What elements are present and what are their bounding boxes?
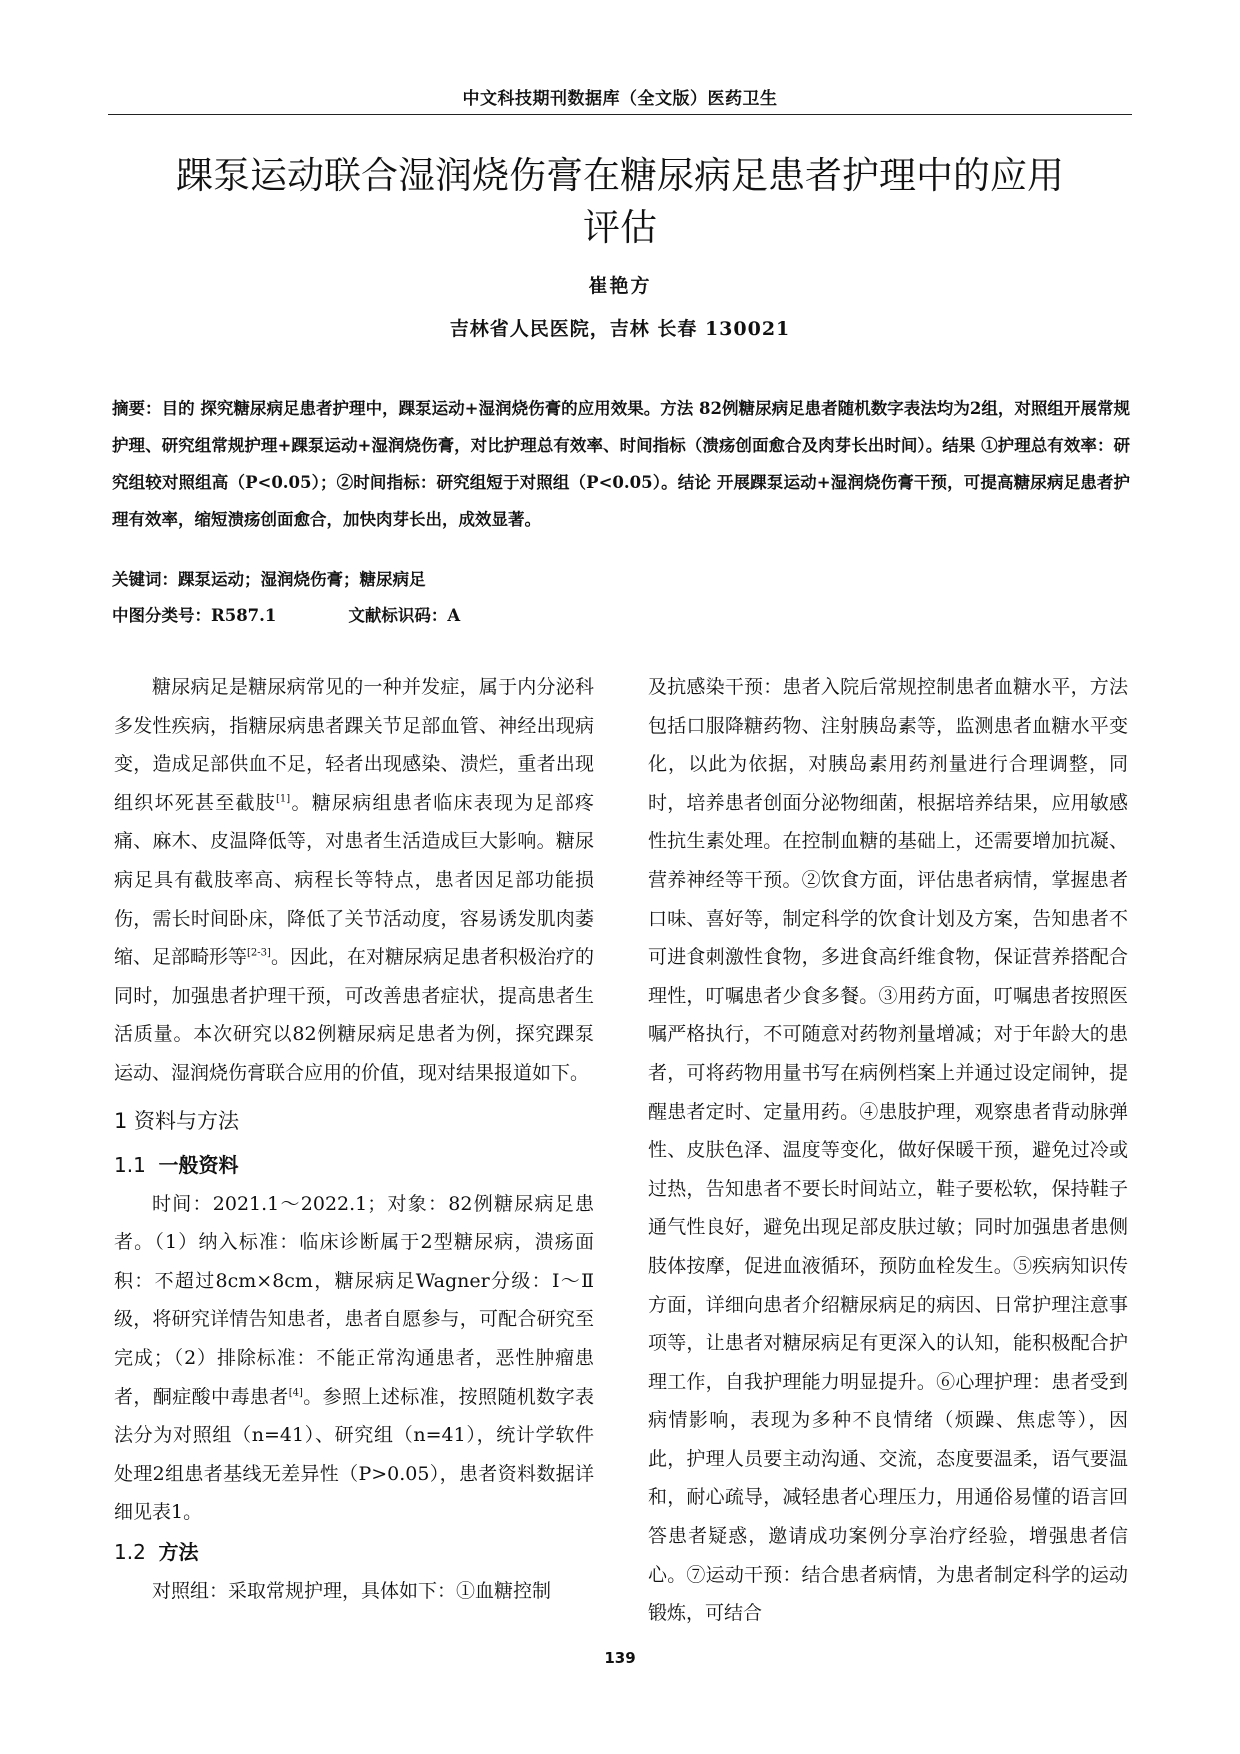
doccode-label: 文献标识码： bbox=[348, 606, 448, 625]
general-data-paragraph bbox=[114, 1185, 594, 1532]
abstract-label: 摘要： bbox=[112, 399, 162, 418]
intro-text: 。糖尿病组患者临床表现为足部疼痛、麻木、皮温降低等，对患者生活造成巨大影响。糖尿病足具有截肢率高、病程长等特点，患者因足部功能损伤，需长时间卧床，降低了关节活动度，容易诱发肌肉萎缩、足部畸形等 bbox=[114, 791, 594, 969]
paragraph-text: 时间：2021.1～2022.1；对象：82例糖尿病足患者。（1）纳入标准：临床诊断属于2型糖尿病，溃疡面积：不超过8cm×8cm，糖尿病足Wagner分级：Ⅰ～Ⅱ级，将研究详情告知患者，患者自愿参与，可配合研究至完成；（2）排除标准：不能正常沟通患者，恶性肿瘤患者，酮症酸中毒患者 bbox=[114, 1192, 594, 1408]
method-continuation: 及抗感染干预：患者入院后常规控制患者血糖水平，方法包括口服降糖药物、注射胰岛素等，监测患者血糖水平变化，以此为依据，对胰岛素用药剂量进行合理调整，同时，培养患者创面分泌物细菌，根据培养结果，应用敏感性抗生素处理。在控制血糖的基础上，还需要增加抗凝、营养神经等干预。②饮食方面，评估患者病情，掌握患者口味、喜好等，制定科学的饮食计划及方案，告知患者不可进食刺激性食物，多进食高纤维食物，保证营养搭配合理性，叮嘱患者少食多餐。③用药方面，叮嘱患者按照医嘱严格执行，不可随意对药物剂量增减；对于年龄大的患者，可将药物用量书写在病例档案上并通过设定闹钟，提醒患者定时、定量用药。④患肢护理，观察患者背动脉弹性、皮肤色泽、温度等变化，做好保暖干预，避免过冷或过热，告知患者不要长时间站立，鞋子要松软，保持鞋子通气性良好，避免出现足部皮肤过敏；同时加强患者患侧肢体按摩，促进血液循环，预防血栓发生。⑤疾病知识传方面，详细向患者介绍糖尿病足的病因、日常护理注意事项等，让患者对糖尿病足有更深入的认知，能积极配合护理工作，自我护理能力明显提升。⑥心理护理：患者受到病情影响，表现为多种不良情绪（烦躁、焦虑等），因此，护理人员要主动沟通、交流，态度要温柔，语气要温和，耐心疏导，减轻患者心理压力，用通俗易懂的语言回答患者疑惑，邀请成功案例分享治疗经验，增强患者信心。⑦运动干预：结合患者病情，为患者制定科学的运动锻炼，可结合 bbox=[648, 676, 1128, 1625]
affiliation: 吉林省人民医院，吉林 长春 130021 bbox=[449, 318, 791, 340]
method-paragraph: 对照组：采取常规护理，具体如下：①血糖控制 bbox=[152, 1579, 552, 1602]
keywords bbox=[112, 566, 1130, 590]
subsection-heading bbox=[114, 1532, 594, 1572]
journal-header: 中文科技期刊数据库（全文版）医药卫生 bbox=[462, 89, 778, 109]
author: 崔艳方 bbox=[588, 275, 652, 297]
right-column bbox=[648, 668, 1128, 1633]
keywords-label: 关键词： bbox=[112, 570, 178, 589]
subsection-heading bbox=[114, 1145, 594, 1185]
section-heading: 1 资料与方法 bbox=[114, 1108, 240, 1133]
clc-value: R587.1 bbox=[211, 606, 277, 625]
header-rule bbox=[108, 114, 1132, 115]
intro-paragraph bbox=[114, 668, 594, 1093]
subsection-number: 1.2 bbox=[114, 1539, 146, 1564]
classification-line bbox=[112, 602, 1130, 626]
citation-ref: [4] bbox=[288, 1387, 303, 1399]
citation-ref: [1] bbox=[276, 793, 291, 805]
paragraph-text: 。参照上述标准，按照随机数字表法分为对照组（n=41）、研究组（n=41），统计学软件处理2组患者基线无差异性（P>0.05），患者资料数据详细见表1。 bbox=[114, 1385, 594, 1524]
doccode-value: A bbox=[447, 606, 461, 625]
abstract-text: 目的 探究糖尿病足患者护理中，踝泵运动+湿润烧伤膏的应用效果。方法 82例糖尿病足患者随机数字表法均为2组，对照组开展常规护理、研究组常规护理+踝泵运动+湿润烧伤膏，对比护理总有效率、时间指标（溃疡创面愈合及肉芽长出时间）。结果 ①护理总有效率：研究组较对照组高（P<0.05）；②时间指标：研究组短于对照组（P<0.05）。结论 开展踝泵运动+湿润烧伤膏干预，可提高糖尿病足患者护理有效率，缩短溃疡创面愈合，加快肉芽长出，成效显著。 bbox=[112, 399, 1130, 529]
left-column bbox=[114, 668, 594, 1610]
subsection-number: 1.1 bbox=[114, 1152, 146, 1177]
subsection-title: 一般资料 bbox=[158, 1152, 239, 1177]
intro-text: 糖尿病足是糖尿病常见的一种并发症，属于内分泌科多发性疾病，指糖尿病患者踝关节足部血管、神经出现病变，造成足部供血不足，轻者出现感染、溃烂，重者出现组织坏死甚至截肢 bbox=[114, 676, 594, 814]
citation-ref: [2-3] bbox=[247, 947, 271, 959]
intro-text: 。因此，在对糖尿病足患者积极治疗的同时，加强患者护理干预，可改善患者症状，提高患者生活质量。本次研究以82例糖尿病足患者为例，探究踝泵运动、湿润烧伤膏联合应用的价值，现对结果报道如下。 bbox=[114, 946, 594, 1084]
clc-label: 中图分类号： bbox=[112, 606, 211, 625]
title-line-1: 踝泵运动联合湿润烧伤膏在糖尿病足患者护理中的应用 bbox=[176, 154, 1064, 197]
subsection-title: 方法 bbox=[158, 1539, 199, 1564]
abstract bbox=[112, 390, 1130, 538]
article-title bbox=[108, 150, 1132, 254]
title-line-2: 评估 bbox=[583, 206, 657, 249]
page-number: 139 bbox=[604, 1649, 636, 1667]
keywords-text: 踝泵运动；湿润烧伤膏；糖尿病足 bbox=[178, 570, 426, 589]
